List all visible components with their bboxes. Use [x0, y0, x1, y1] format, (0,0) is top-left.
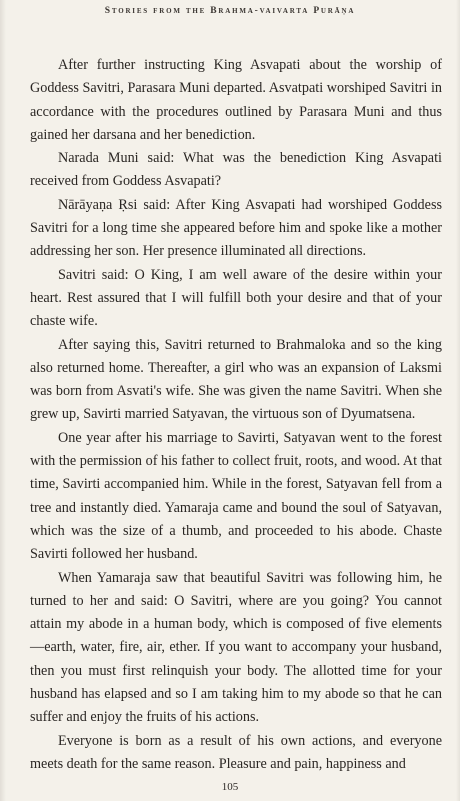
paragraph: After saying this, Savitri returned to Brahmaloka and so the king also returned home. Thereafter, a girl who was an expansion of Laksmi was born from Asvati's wife. She was given the name Savitri. When she grew up, Savirti married Satyavan, the virtuous son of Dyumatsena. — [30, 336, 442, 423]
page-number: 105 — [221, 781, 239, 793]
body-text — [30, 54, 442, 776]
paragraph: Narada Muni said: What was the benediction King Asvapati received from Goddess Asvapati? — [30, 150, 442, 190]
page-gutter-shadow — [0, 0, 6, 801]
paragraph: Everyone is born as a result of his own actions, and everyone meets death for the same reason. Pleasure and pain, happiness and — [30, 732, 442, 772]
paragraph: After further instructing King Asvapati about the worship of Goddess Savitri, Parasara Muni departed. Asvatpati worshiped Savitri in accordance with the procedures outlined by Parasara Muni and thus gained her darsana and her benediction. — [30, 57, 442, 143]
paragraph: Savitri said: O King, I am well aware of the desire within your heart. Rest assured that I will fulfill both your desire and that of your chaste wife. — [30, 266, 442, 330]
paragraph: Nārāyaṇa Ṛsi said: After King Asvapati had worshiped Goddess Savitri for a long time she appeared before him and spoke like a mother addressing her son. Her presence illuminated all directions. — [30, 196, 442, 260]
paragraph: One year after his marriage to Savirti, Satyavan went to the forest with the permission of his father to collect fruit, roots, and wood. At that time, Savirti accompanied him. While in the forest, Satyavan fell from a tree and instantly died. Yamaraja came and bound the soul of Satyavan, which was the size of a thumb, and proceeded to his abode. Chaste Savirti followed her husband. — [30, 429, 442, 563]
page-edge-shadow — [456, 0, 460, 801]
running-head: Stories from the Brahma-vaivarta Purāṇa — [104, 6, 356, 16]
paragraph: When Yamaraja saw that beautiful Savitri was following him, he turned to her and said: O Savitri, where are you going? You cannot attain my abode in a human body, which is composed of five elements—earth, water, fire, air, ether. If you want to accompany your husband, then you must first relinquish your body. The allotted time for your husband has elapsed and so I am taking him to my abode so that he can suffer and enjoy the fruits of his actions. — [30, 569, 442, 726]
